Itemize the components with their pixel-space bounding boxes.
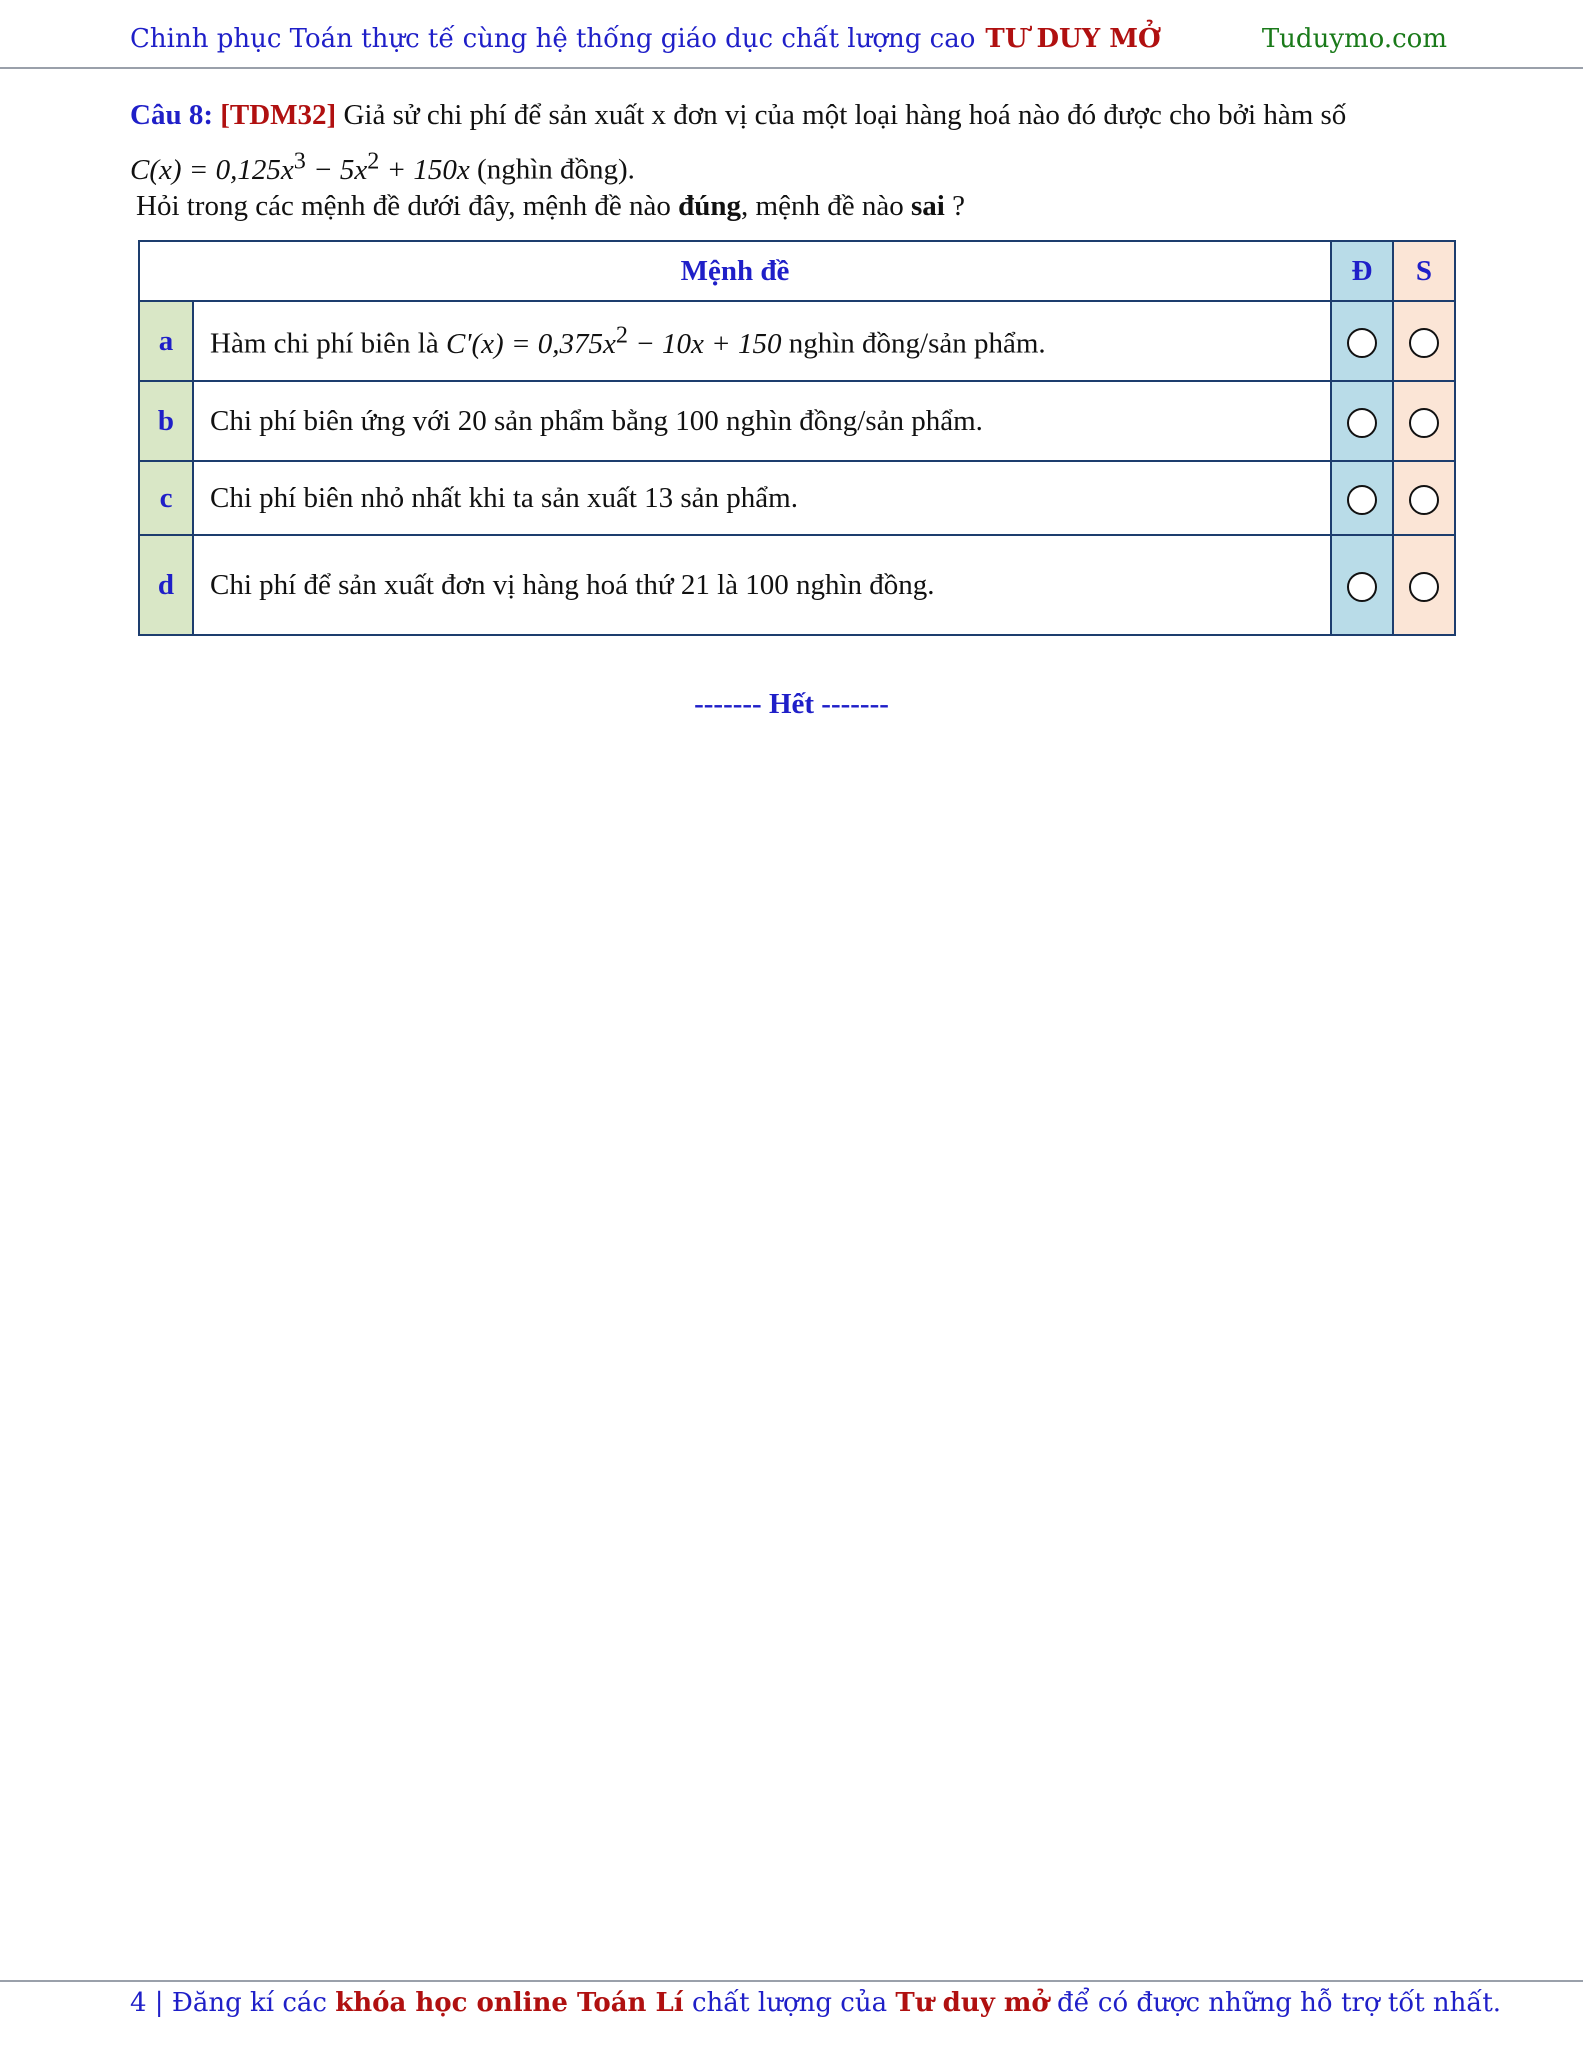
- radio-true-c[interactable]: [1347, 485, 1377, 515]
- question-code: [TDM32]: [220, 99, 337, 131]
- header-left: [130, 24, 1161, 54]
- question-text: Giả sử chi phí để sản xuất x đơn vị của một loại hàng hoá nào đó được cho bởi hàm số: [343, 99, 1347, 131]
- row-label: a: [139, 301, 193, 381]
- true-false-table: [138, 240, 1456, 636]
- row-label: d: [139, 535, 193, 635]
- statement-d: Chi phí để sản xuất đơn vị hàng hoá thứ 21 là 100 nghìn đồng.: [193, 535, 1331, 635]
- header-statement: Mệnh đề: [139, 241, 1331, 301]
- page-header: [130, 24, 1447, 54]
- row-label: b: [139, 381, 193, 461]
- marginal-cost-formula: $C'(x) = 0,375x^2 - 10x + 150$: [445, 321, 782, 360]
- cost-formula: $C(x) = 0,125x^3 - 5x^2 + 150x$: [130, 147, 470, 186]
- radio-false-c[interactable]: [1409, 485, 1439, 515]
- header-false: S: [1393, 241, 1455, 301]
- question-prompt: Hỏi trong các mệnh đề dưới đây, mệnh đề nào đúng, mệnh đề nào sai ?: [136, 190, 965, 222]
- header-site[interactable]: Tuduymo.com: [1261, 24, 1447, 54]
- statement-a: Hàm chi phí biên là $C'(x) = 0,375x^2 - 10x + 150$ nghìn đồng/sản phẩm.: [193, 301, 1331, 381]
- footer-brand: Tư duy mở: [895, 1988, 1049, 2018]
- header-true: Đ: [1331, 241, 1393, 301]
- table-row: [139, 381, 1455, 461]
- radio-true-a[interactable]: [1347, 328, 1377, 358]
- statement-c: Chi phí biên nhỏ nhất khi ta sản xuất 13 sản phẩm.: [193, 461, 1331, 535]
- header-divider: [0, 67, 1583, 69]
- table-row: [139, 535, 1455, 635]
- radio-false-a[interactable]: [1409, 328, 1439, 358]
- question-block: [130, 92, 1450, 193]
- keyword-true: đúng: [678, 190, 742, 222]
- statement-b: Chi phí biên ứng với 20 sản phẩm bằng 100 nghìn đồng/sản phẩm.: [193, 381, 1331, 461]
- page-footer: 4 | Đăng kí các khóa học online Toán Lí chất lượng của Tư duy mở để có được những hỗ trợ tốt nhất.: [130, 1988, 1502, 2018]
- page-number: 4 |: [130, 1988, 164, 2018]
- table-header-row: [139, 241, 1455, 301]
- formula-unit: (nghìn đồng).: [477, 153, 635, 186]
- table-row: [139, 461, 1455, 535]
- radio-true-b[interactable]: [1347, 408, 1377, 438]
- radio-false-b[interactable]: [1409, 408, 1439, 438]
- radio-true-d[interactable]: [1347, 572, 1377, 602]
- end-marker: ------- Hết -------: [694, 688, 889, 720]
- header-slogan: Chinh phục Toán thực tế cùng hệ thống giáo dục chất lượng cao: [130, 24, 976, 54]
- footer-course-link[interactable]: khóa học online Toán Lí: [335, 1988, 684, 2018]
- row-label: c: [139, 461, 193, 535]
- footer-divider: [0, 1980, 1583, 1982]
- radio-false-d[interactable]: [1409, 572, 1439, 602]
- keyword-false: sai: [910, 190, 945, 222]
- table-row: [139, 301, 1455, 381]
- header-brand: TƯ DUY MỞ: [985, 24, 1161, 54]
- question-label: Câu 8:: [130, 99, 213, 131]
